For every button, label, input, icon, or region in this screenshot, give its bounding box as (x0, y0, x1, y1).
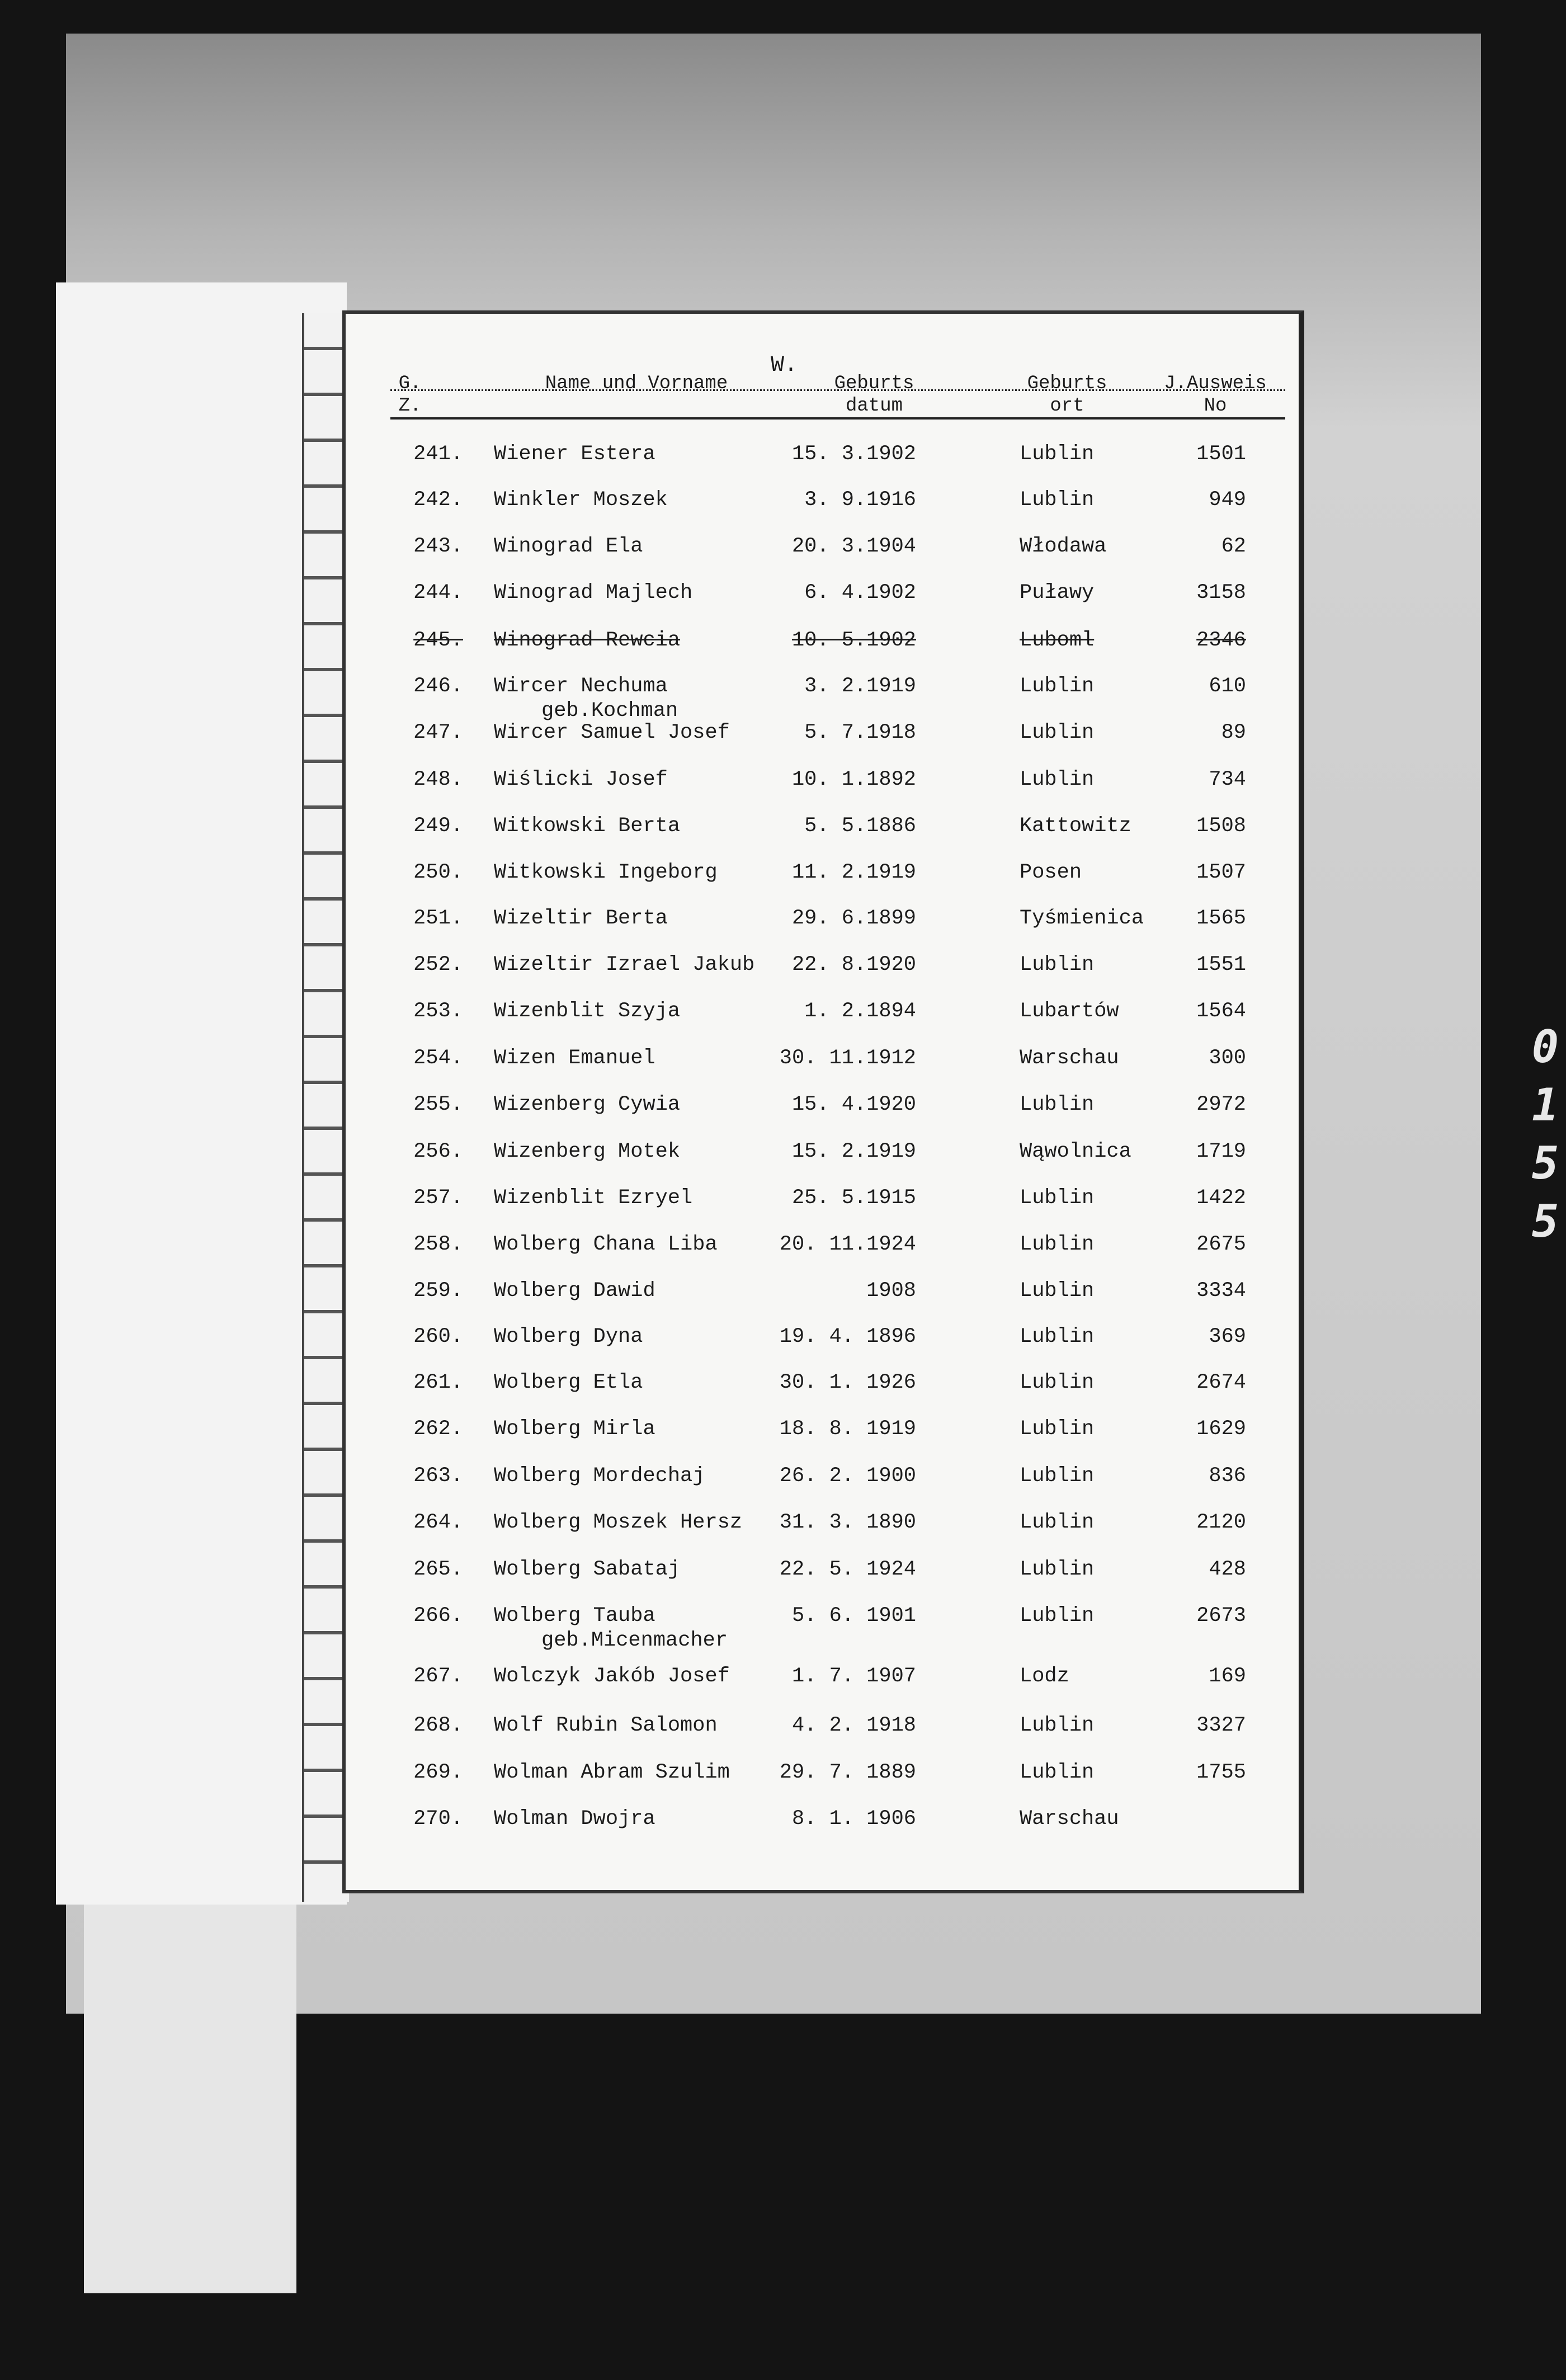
birth-date: 15. 3.1902 (791, 442, 916, 466)
person-name: Wolman Abram Szulim (494, 1761, 730, 1784)
birth-place: Lublin (1020, 1558, 1095, 1581)
header-id-bottom: No (1204, 395, 1227, 417)
row-number: 243. (413, 535, 463, 558)
person-name: Wircer Nechuma (494, 675, 668, 698)
id-number: 1564 (1196, 1000, 1246, 1023)
person-name: Wolberg Mordechaj (494, 1464, 705, 1488)
birth-date: 10. 1.1892 (791, 768, 916, 791)
birth-date: 6. 4.1902 (804, 581, 916, 605)
header-birth-place-top: Geburts (1027, 373, 1107, 394)
row-number: 248. (413, 768, 463, 791)
row-number: 263. (413, 1464, 463, 1488)
id-number: 2673 (1196, 1604, 1246, 1628)
birth-place: Lublin (1020, 488, 1095, 512)
id-number: 1565 (1196, 907, 1246, 930)
birth-date: 5. 5.1886 (804, 814, 916, 838)
birth-date: 11. 2.1919 (791, 861, 916, 884)
header-underline (390, 417, 1285, 420)
row-number: 269. (413, 1761, 463, 1784)
birth-place: Lublin (1020, 768, 1095, 791)
row-number: 261. (413, 1371, 463, 1394)
row-number: 254. (413, 1047, 463, 1070)
person-name: Winograd Majlech (494, 581, 693, 605)
id-number: 2346 (1196, 629, 1246, 652)
birth-date: 26. 2. 1900 (779, 1464, 916, 1488)
id-number: 2972 (1196, 1093, 1246, 1116)
header-birth-date-bottom: datum (845, 395, 903, 417)
person-name: Wircer Samuel Josef (494, 721, 730, 744)
person-name: Wolberg Sabataj (494, 1558, 681, 1581)
id-number: 62 (1221, 535, 1246, 558)
birth-date: 1. 7. 1907 (791, 1665, 916, 1688)
row-number: 258. (413, 1233, 463, 1256)
document-page (342, 310, 1304, 1893)
person-name: Witkowski Ingeborg (494, 861, 718, 884)
row-number: 244. (413, 581, 463, 605)
id-number: 1507 (1196, 861, 1246, 884)
header-birth-place-bottom: ort (1050, 395, 1084, 417)
row-number: 245. (413, 629, 463, 652)
header-name-label: Name und Vorname (545, 373, 728, 394)
birth-date: 15. 2.1919 (791, 1140, 916, 1163)
id-number: 2675 (1196, 1233, 1246, 1256)
person-name: Wolberg Moszek Hersz (494, 1511, 743, 1534)
person-name: Wizen Emanuel (494, 1047, 655, 1070)
birth-place: Lublin (1020, 1371, 1095, 1394)
birth-place: Lublin (1020, 1325, 1095, 1349)
person-name: Wolberg Chana Liba (494, 1233, 718, 1256)
birth-place: Lublin (1020, 1511, 1095, 1534)
row-number: 256. (413, 1140, 463, 1163)
birth-place: Lodz (1020, 1665, 1069, 1688)
frame-digit: 5 (1531, 1195, 1559, 1247)
birth-place: Kattowitz (1020, 814, 1131, 838)
id-number: 3334 (1196, 1279, 1246, 1303)
id-number: 1551 (1196, 953, 1246, 977)
birth-place: Włodawa (1020, 535, 1107, 558)
row-number: 252. (413, 953, 463, 977)
id-number: 300 (1209, 1047, 1246, 1070)
id-number: 1755 (1196, 1761, 1246, 1784)
id-number: 2120 (1196, 1511, 1246, 1534)
maiden-name: geb.Kochman (541, 699, 678, 723)
row-number: 255. (413, 1093, 463, 1116)
id-number: 428 (1209, 1558, 1246, 1581)
birth-place: Lubartów (1020, 1000, 1119, 1023)
birth-place: Tyśmienica (1020, 907, 1144, 930)
person-name: Wolberg Tauba (494, 1604, 655, 1628)
birth-place: Lublin (1020, 1417, 1095, 1441)
birth-date: 1908 (866, 1279, 916, 1303)
row-number: 242. (413, 488, 463, 512)
header-birth-date (810, 373, 938, 417)
row-number: 253. (413, 1000, 463, 1023)
id-number: 2674 (1196, 1371, 1246, 1394)
birth-date: 18. 8. 1919 (779, 1417, 916, 1441)
row-number: 246. (413, 675, 463, 698)
person-name: Witkowski Berta (494, 814, 681, 838)
person-name: Wizenblit Ezryel (494, 1186, 693, 1210)
birth-place: Lublin (1020, 675, 1095, 698)
person-name: Winkler Moszek (494, 488, 668, 512)
birth-place: Lublin (1020, 721, 1095, 744)
id-number: 3327 (1196, 1714, 1246, 1737)
person-name: Wizenberg Motek (494, 1140, 681, 1163)
frame-number (1526, 1018, 1565, 1253)
birth-date: 3. 9.1916 (804, 488, 916, 512)
birth-place: Posen (1020, 861, 1082, 884)
row-number: 249. (413, 814, 463, 838)
row-number: 259. (413, 1279, 463, 1303)
person-name: Wolczyk Jakób Josef (494, 1665, 730, 1688)
id-number: 369 (1209, 1325, 1246, 1349)
birth-place: Lublin (1020, 1093, 1095, 1116)
id-number: 1501 (1196, 442, 1246, 466)
birth-date: 30. 11.1912 (779, 1047, 916, 1070)
birth-date: 29. 7. 1889 (779, 1761, 916, 1784)
person-name: Wizenberg Cywia (494, 1093, 681, 1116)
birth-date: 22. 8.1920 (791, 953, 916, 977)
birth-date: 1. 2.1894 (804, 1000, 916, 1023)
birth-date: 5. 6. 1901 (791, 1604, 916, 1628)
row-number: 266. (413, 1604, 463, 1628)
id-number: 836 (1209, 1464, 1246, 1488)
row-number: 247. (413, 721, 463, 744)
row-number: 251. (413, 907, 463, 930)
birth-date: 5. 7.1918 (804, 721, 916, 744)
id-number: 610 (1209, 675, 1246, 698)
id-number: 1719 (1196, 1140, 1246, 1163)
birth-date: 30. 1. 1926 (779, 1371, 916, 1394)
person-name: Wizeltir Berta (494, 907, 668, 930)
id-number: 89 (1221, 721, 1246, 744)
header-id-top: J.Ausweis (1164, 373, 1267, 394)
id-number: 169 (1209, 1665, 1246, 1688)
birth-date: 4. 2. 1918 (791, 1714, 916, 1737)
birth-date: 20. 3.1904 (791, 535, 916, 558)
id-number: 1629 (1196, 1417, 1246, 1441)
row-number: 270. (413, 1807, 463, 1831)
birth-place: Lublin (1020, 1279, 1095, 1303)
row-number: 260. (413, 1325, 463, 1349)
id-number: 1508 (1196, 814, 1246, 838)
person-name: Wizenblit Szyja (494, 1000, 681, 1023)
birth-date: 22. 5. 1924 (779, 1558, 916, 1581)
birth-date: 20. 11.1924 (779, 1233, 916, 1256)
birth-place: Luboml (1020, 629, 1095, 652)
person-name: Wizeltir Izrael Jakub (494, 953, 755, 977)
birth-date: 31. 3. 1890 (779, 1511, 916, 1534)
birth-date: 3. 2.1919 (804, 675, 916, 698)
birth-place: Lublin (1020, 1714, 1095, 1737)
birth-place: Warschau (1020, 1047, 1119, 1070)
frame-digit: 1 (1531, 1079, 1559, 1131)
birth-date: 19. 4. 1896 (779, 1325, 916, 1349)
birth-place: Lublin (1020, 1233, 1095, 1256)
film-strip (84, 1896, 296, 2293)
row-number: 268. (413, 1714, 463, 1737)
person-name: Wiślicki Josef (494, 768, 668, 791)
row-number: 267. (413, 1665, 463, 1688)
birth-place: Puławy (1020, 581, 1095, 605)
id-number: 734 (1209, 768, 1246, 791)
person-name: Wolberg Etla (494, 1371, 643, 1394)
row-number: 257. (413, 1186, 463, 1210)
person-name: Wolf Rubin Salomon (494, 1714, 718, 1737)
header-id (1151, 373, 1280, 417)
maiden-name: geb.Micenmacher (541, 1629, 728, 1652)
row-number: 241. (413, 442, 463, 466)
header-divider (390, 389, 1285, 391)
frame-digit: 5 (1531, 1137, 1559, 1189)
birth-date: 29. 6.1899 (791, 907, 916, 930)
birth-place: Lublin (1020, 1604, 1095, 1628)
person-name: Wiener Estera (494, 442, 655, 466)
header-name (513, 373, 760, 395)
birth-place: Warschau (1020, 1807, 1119, 1831)
person-name: Wolberg Dawid (494, 1279, 655, 1303)
person-name: Wolman Dwojra (494, 1807, 655, 1831)
frame-digit: 0 (1531, 1021, 1559, 1073)
birth-place: Lublin (1020, 953, 1095, 977)
row-number: 250. (413, 861, 463, 884)
person-name: Winograd Rewcia (494, 629, 681, 652)
person-name: Wolberg Dyna (494, 1325, 643, 1349)
id-number: 3158 (1196, 581, 1246, 605)
person-name: Winograd Ela (494, 535, 643, 558)
header-birth-place (1011, 373, 1123, 417)
header-gz-bottom: Z. (398, 395, 422, 417)
row-number: 262. (413, 1417, 463, 1441)
id-number: 1422 (1196, 1186, 1246, 1210)
birth-date: 15. 4.1920 (791, 1093, 916, 1116)
birth-date: 25. 5.1915 (791, 1186, 916, 1210)
birth-place: Lublin (1020, 442, 1095, 466)
header-gz (385, 373, 435, 417)
birth-place: Lublin (1020, 1186, 1095, 1210)
header-gz-top: G. (398, 373, 422, 394)
birth-place: Wąwolnica (1020, 1140, 1131, 1163)
row-number: 264. (413, 1511, 463, 1534)
page-letter: W. (771, 353, 798, 378)
person-name: Wolberg Mirla (494, 1417, 655, 1441)
row-number: 265. (413, 1558, 463, 1581)
birth-date: 10. 5.1902 (791, 629, 916, 652)
header-birth-date-top: Geburts (834, 373, 914, 394)
birth-place: Lublin (1020, 1761, 1095, 1784)
birth-place: Lublin (1020, 1464, 1095, 1488)
birth-date: 8. 1. 1906 (791, 1807, 916, 1831)
id-number: 949 (1209, 488, 1246, 512)
